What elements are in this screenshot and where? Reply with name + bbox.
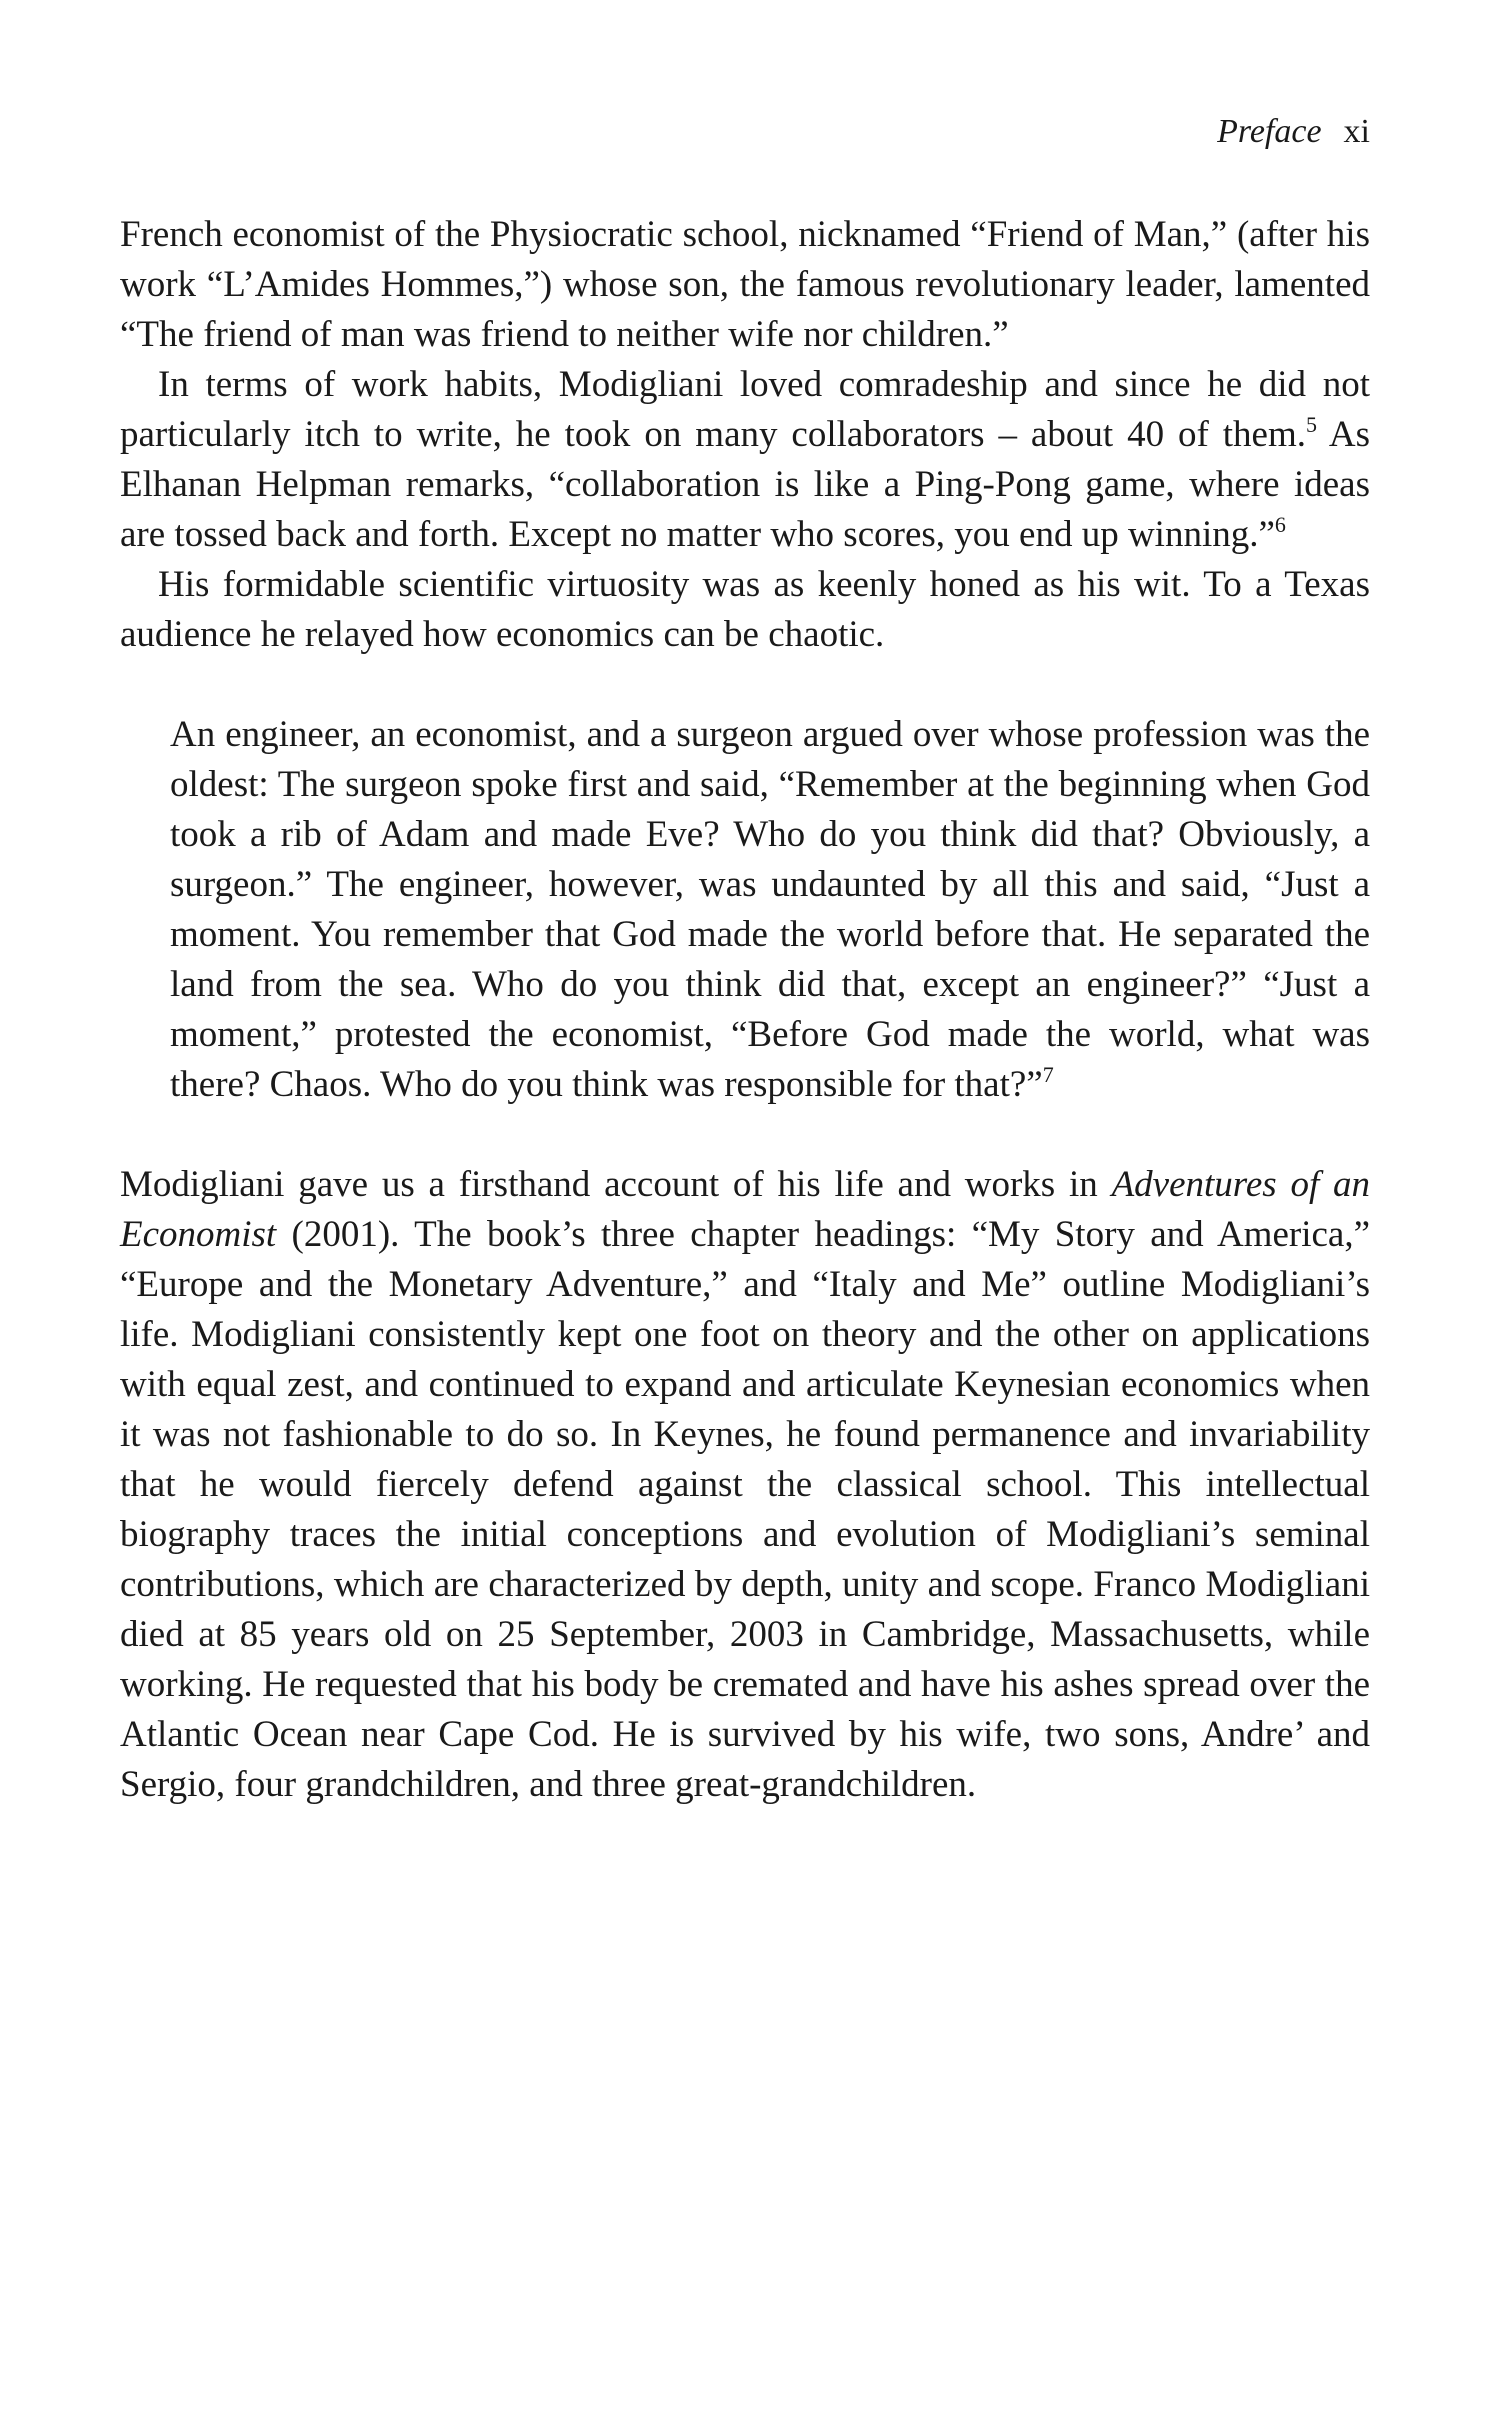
paragraph-continued: French economist of the Physiocratic school, nicknamed “Friend of Man,” (after his work “L’Amides Hommes,”) whose son, the famous revolutionary leader, lamented “The friend of man was friend to neither wife nor children.” <box>120 214 1370 355</box>
paragraph-text: Modigliani gave us a firsthand account of his life and works in <box>120 1164 1112 1205</box>
paragraph-text: In terms of work habits, Modigliani loved comradeship and since he did not particularly itch to write, he took on many collaborators – about 40 of them. <box>120 364 1370 455</box>
paragraph-virtuosity: His formidable scientific virtuosity was as keenly honed as his wit. To a Texas audience he relayed how economics can be chaotic. <box>120 564 1370 655</box>
book-page <box>120 0 1370 2433</box>
block-quote <box>170 710 1370 1110</box>
running-head <box>1217 112 1370 152</box>
paragraph-work-habits <box>120 360 1370 560</box>
quote-text: An engineer, an economist, and a surgeon argued over whose profession was the oldest: The surgeon spoke first and said, “Remember at the beginning when God took a rib of Adam and made Eve? Who do you think did that? Obviously, a surgeon.” The engineer, however, was undaunted by all this and said, “Just a moment. You remember that God made the world before that. He separated the land from the sea. Who do you think did that, except an engineer?” “Just a moment,” protested the economist, “Before God made the world, what was there? Chaos. Who do you think was responsible for that?” <box>170 714 1370 1105</box>
paragraph-text: (2001). The book’s three chapter headings: “My Story and America,” “Europe and the Monetary Adventure,” and “Italy and Me” outline Modigliani’s life. Modigliani consistently kept one foot on theory and the other on applications with equal zest, and continued to expand and articulate Keynesian economics when it was not fashionable to do so. In Keynes, he found permanence and invariability that he would fiercely defend against the classical school. This intellectual biography traces the initial conceptions and evolution of Modigliani’s seminal contributions, which are characterized by depth, unity and scope. Franco Modigliani died at 85 years old on 25 September, 2003 in Cambridge, Massachusetts, while working. He requested that his body be cremated and have his ashes spread over the Atlantic Ocean near Cape Cod. He is survived by his wife, two sons, Andre’ and Sergio, four grandchildren, and three great-grandchildren. <box>120 1214 1370 1805</box>
page-number: xi <box>1343 113 1370 150</box>
body-text <box>120 210 1370 1810</box>
footnote-marker: 5 <box>1306 412 1317 437</box>
running-head-title: Preface <box>1217 113 1322 150</box>
paragraph-text: As Elhanan Helpman remarks, “collaboration is like a Ping-Pong game, where ideas are tossed back and forth. Except no matter who scores, you end up winning.” <box>120 414 1371 555</box>
footnote-marker: 6 <box>1274 512 1286 537</box>
book-title: Adventures of an Economist <box>120 1164 1371 1255</box>
paragraph-adventures <box>120 1160 1370 1810</box>
footnote-marker: 7 <box>1042 1062 1054 1087</box>
